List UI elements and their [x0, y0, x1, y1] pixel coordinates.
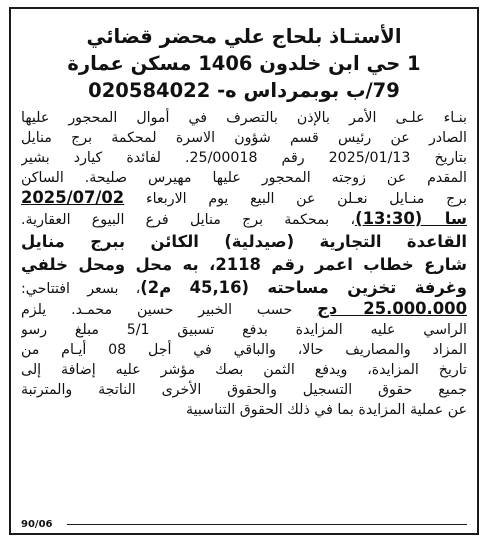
body-line: بتاريخ 2025/01/13 رقم 25/00018. لفائدة كيارد بشير	[21, 150, 467, 166]
footer	[11, 516, 477, 530]
sale-time: سا (13:30)	[355, 209, 467, 228]
price-line	[21, 299, 467, 320]
bailiff-address-phone: 79/ب بوبمرداس ه- 020584022	[88, 79, 400, 102]
expert-text: حسب الخبير حسين محمـد. يلزم	[21, 302, 293, 318]
sale-venue: ، بمحكمة برج منايل فرع البيوع العقارية.	[21, 212, 356, 228]
announcement-frame	[9, 7, 479, 535]
footer-rule	[67, 524, 467, 525]
body-line: الصادر عن رئيس قسم شؤون الاسرة لمحكمة برج منايل	[21, 130, 467, 146]
body-line: تاريخ المزايدة، ويدفع الثمن بصك مؤشر عليه إضافة إلى	[21, 362, 467, 378]
body-line: بنـاء علـى الأمر بالإذن بالتصرف في أموال المحجور عليها	[21, 110, 467, 126]
body-line: المقدم عن زوجته المحجور عليها مهيرس صليحة. الساكن	[21, 170, 467, 186]
body-line: عن عملية المزايدة بما في ذلك الحقوق التناسبية	[186, 402, 467, 418]
property-area-line	[21, 276, 467, 299]
announcement-body	[21, 108, 467, 420]
body-line: جميع حقوق التسجيل والحقوق الأخرى الناتجة والمترتبة	[21, 382, 467, 398]
body-line-sale-time	[21, 209, 467, 230]
property-title: القاعدة التجارية (صيدلية) الكائن ببرج منايل	[21, 232, 467, 251]
opening-price-label: ، بسعر افتتاحي:	[21, 281, 141, 297]
body-line: الراسي عليه المزايدة بدفع تسبيق 5/1 مبلغ رسو	[21, 322, 467, 338]
reference-number: 90/06	[21, 519, 53, 530]
opening-price: 25.000.000 دج	[317, 299, 467, 318]
bailiff-header	[11, 23, 477, 104]
bailiff-name: الأستـاذ بلحاج علي محضر قضائي	[86, 25, 402, 48]
property-address: شارع خطاب اعمر رقم 2118، به محل ومحل خلفي	[21, 255, 467, 274]
bailiff-address: 1 حي ابن خلدون 1406 مسكن عمارة	[67, 52, 421, 75]
body-line-sale-date	[21, 188, 467, 209]
sale-day-text: برج منـايل نعـلن عن البيع يوم الاربعاء	[145, 191, 467, 207]
body-line: المزاد والمصاريف حالا، والباقي في أجل 08 أيـام من	[21, 342, 467, 358]
sale-date: 2025/07/02	[21, 188, 125, 207]
property-area: وغرفة تخزين مساحته (45,16 م2)	[140, 278, 467, 297]
